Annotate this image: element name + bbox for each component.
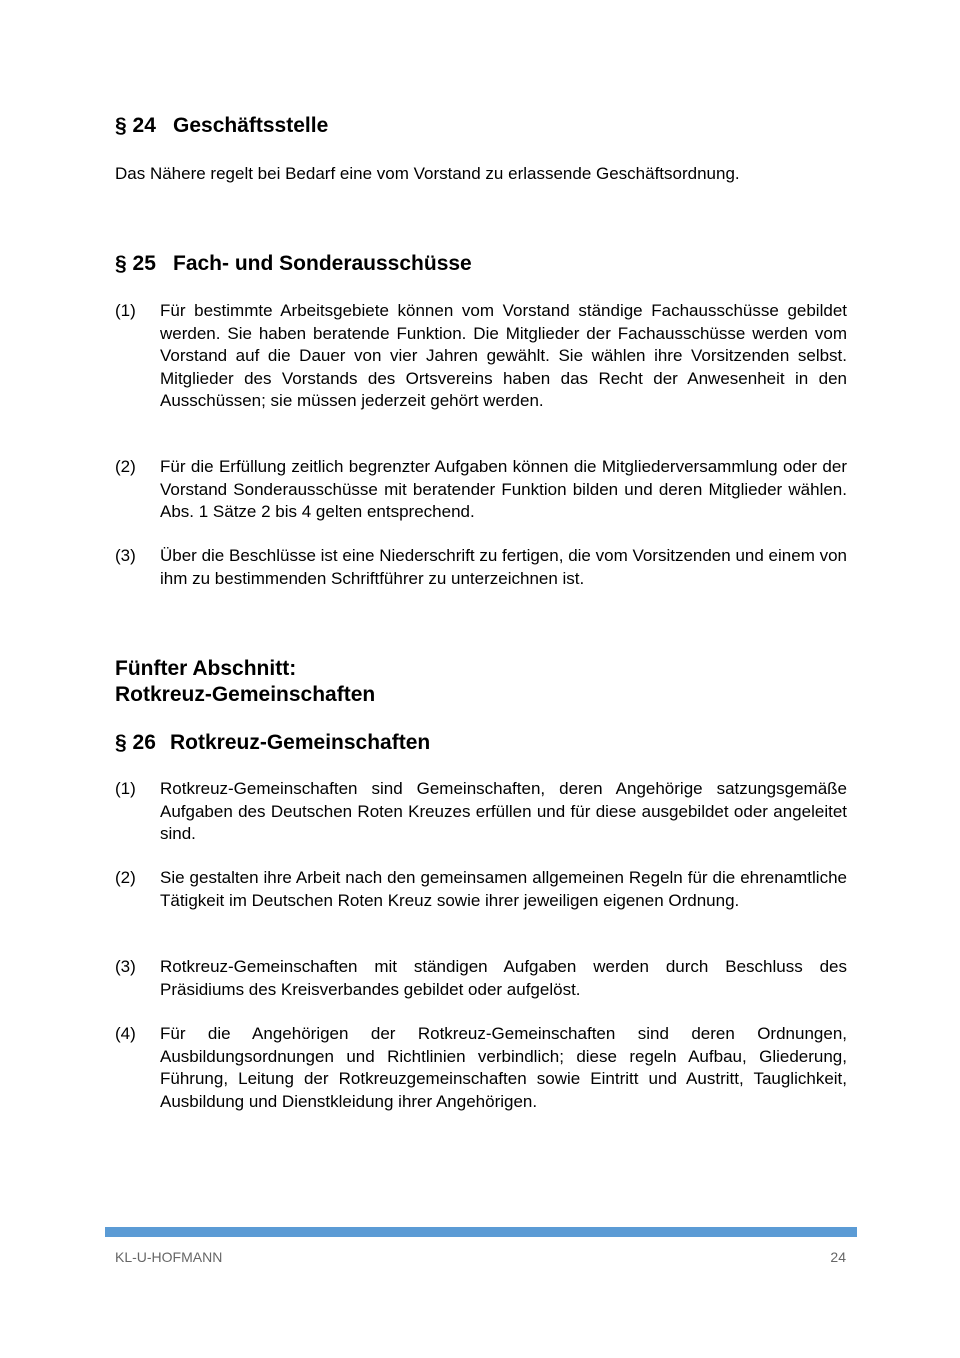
section-26-title: Rotkreuz-Gemeinschaften <box>170 731 431 754</box>
section-25-item-1 <box>115 300 847 413</box>
section-25-number: § 25 <box>115 252 156 275</box>
item-text: Über die Beschlüsse ist eine Niederschrift zu fertigen, die vom Vorsitzenden und einem von ihm zu bestimmenden Schriftführer zu unterzeichnen ist. <box>160 546 847 588</box>
item-number: (2) <box>115 868 136 887</box>
section-26-item-2 <box>115 867 847 912</box>
item-number: (4) <box>115 1024 136 1043</box>
chapter-heading-line1: Fünfter Abschnitt: <box>115 657 297 680</box>
section-24-text: Das Nähere regelt bei Bedarf eine vom Vorstand zu erlassende Geschäftsordnung. <box>115 164 740 183</box>
section-24-number: § 24 <box>115 114 156 137</box>
item-number: (3) <box>115 546 136 565</box>
section-26-item-4 <box>115 1023 847 1113</box>
item-number: (1) <box>115 301 136 320</box>
item-number: (1) <box>115 779 136 798</box>
item-number: (2) <box>115 457 136 476</box>
section-25-item-3 <box>115 545 847 590</box>
section-24-heading <box>115 114 328 138</box>
footer-divider <box>105 1227 857 1237</box>
item-text: Sie gestalten ihre Arbeit nach den gemeinsamen allgemeinen Regeln für die ehrenamtliche Tätigkeit im Deutschen Roten Kreuz sowie ihrer jeweiligen eigenen Ordnung. <box>160 868 847 910</box>
item-number: (3) <box>115 957 136 976</box>
section-24-title: Geschäftsstelle <box>173 114 329 137</box>
item-text: Rotkreuz-Gemeinschaften sind Gemeinschaften, deren Angehörige satzungsgemäße Aufgaben des Deutschen Roten Kreuzes erfüllen und für diese ausgebildet oder angeleitet sind. <box>160 779 847 843</box>
section-26-number: § 26 <box>115 731 156 754</box>
footer-author: KL-U-HOFMANN <box>115 1249 223 1265</box>
section-25-item-2 <box>115 456 847 524</box>
item-text: Für die Angehörigen der Rotkreuz-Gemeinschaften sind deren Ordnungen, Ausbildungsordnungen und Richtlinien verbindlich; diese regeln Aufbau, Gliederung, Führung, Leitung der Rotkreuzgemeinschaften sowie Eintritt und Austritt, Tauglichkeit, Ausbildung und Dienstkleidung ihrer Angehörigen. <box>160 1024 847 1111</box>
page-number: 24 <box>830 1249 846 1265</box>
section-26-item-3 <box>115 956 847 1001</box>
section-26-heading <box>115 731 430 755</box>
item-text: Für die Erfüllung zeitlich begrenzter Aufgaben können die Mitgliederversammlung oder der Vorstand Sonderausschüsse mit beratender Funktion bilden und deren Mitglieder wählen. Abs. 1 Sätze 2 bis 4 gelten entsprechend. <box>160 457 847 521</box>
item-text: Rotkreuz-Gemeinschaften mit ständigen Aufgaben werden durch Beschluss des Präsidiums des Kreisverbandes gebildet oder aufgelöst. <box>160 957 847 999</box>
chapter-heading-line2: Rotkreuz-Gemeinschaften <box>115 683 376 706</box>
item-text: Für bestimmte Arbeitsgebiete können vom Vorstand ständige Fachausschüsse gebildet werden. Sie haben beratende Funktion. Die Mitglieder der Fachausschüsse werden vom Vorstand auf die Dauer von vier Jahren gewählt. Sie wählen ihre Vorsitzenden selbst. Mitglieder des Vorstands des Ortsvereins haben das Recht der Anwesenheit in den Ausschüssen; sie müssen jederzeit gehört werden. <box>160 301 847 410</box>
chapter-heading <box>115 656 375 708</box>
section-26-item-1 <box>115 778 847 846</box>
section-25-title: Fach- und Sonderausschüsse <box>173 252 472 275</box>
section-25-heading <box>115 252 472 276</box>
